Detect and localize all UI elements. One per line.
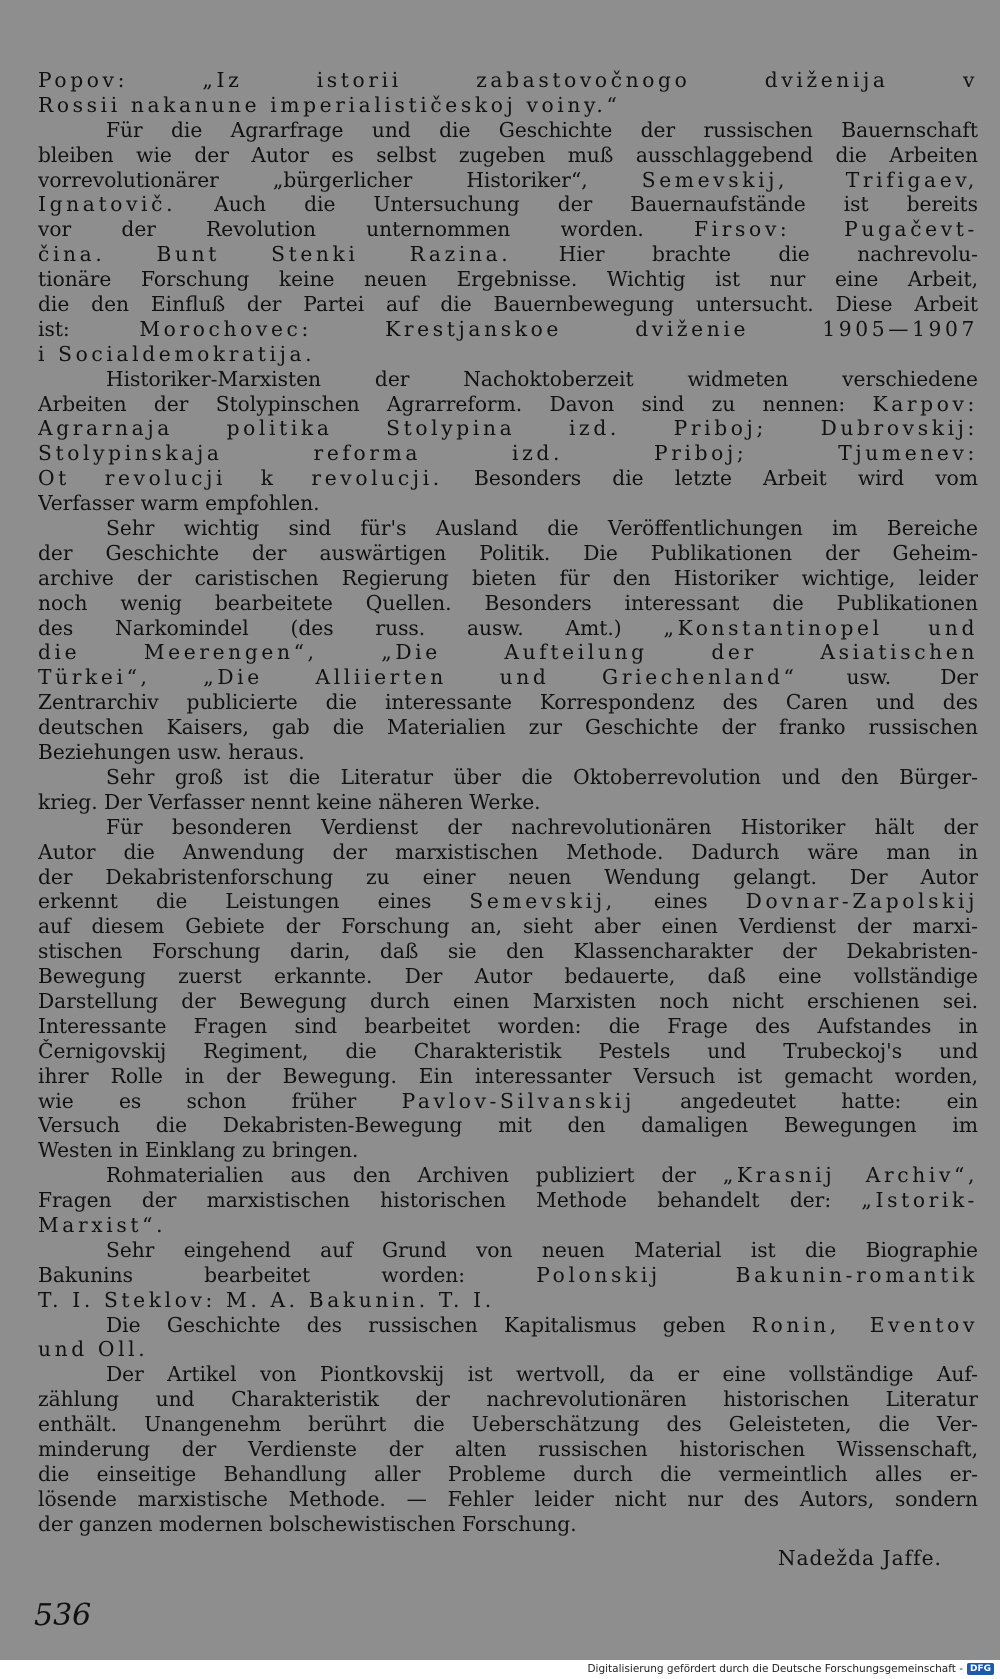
line-segment: tionäre Forschung keine neuen Ergebnisse. Wichtig ist nur eine Arbeit, [38,267,978,292]
line-segment: auf diesem Gebiete der Forschung an, sieht aber einen Verdienst der marxi- [38,914,978,939]
page-number: 536 [34,1598,92,1633]
line-segment: Westen in Einklang zu bringen. [38,1138,359,1163]
line-segment: erkennt die Leistungen eines [38,889,470,914]
text-line [38,1362,978,1387]
spaced-citation: „Istorik- [861,1188,978,1213]
text-line [38,790,978,815]
text-line [38,1238,978,1263]
line-segment: die den Einfluß der Partei auf die Bauernbewegung untersucht. Diese Arbeit [38,292,978,317]
line-segment: Hier brachte die nachrevolu- [511,242,978,267]
text-line [38,865,978,890]
line-segment: Für besonderen Verdienst der nachrevolutionären Historiker hält der [106,814,978,839]
spaced-citation: die Meerengen“, „Die Aufteilung der Asiatischen [38,640,978,665]
line-segment: vorrevolutionärer „bürgerlicher Historiker“, [38,167,642,192]
spaced-citation: Türkei“, „Die Alliierten und Griechenland“ [38,665,798,690]
text-line [38,665,978,690]
line-segment: Sehr groß ist die Literatur über die Oktoberrevolution und den Bürger- [106,764,978,789]
text-line [38,1213,978,1238]
text-line [38,1163,978,1188]
line-segment: stischen Forschung darin, daß sie den Klassencharakter der Dekabristen- [38,939,978,964]
text-line [38,441,978,466]
text-line [38,267,978,292]
line-segment: der Dekabristenforschung zu einer neuen Wendung gelangt. Der Autor [38,864,978,889]
article-text [38,68,978,1537]
text-line [38,591,978,616]
text-line [38,690,978,715]
text-line [38,815,978,840]
dfg-logo: DFG [967,1663,994,1675]
text-line [38,1337,978,1362]
line-segment: Beziehungen usw. heraus. [38,740,305,765]
line-segment: Versuch die Dekabristen-Bewegung mit den damaligen Bewegungen im [38,1113,978,1138]
line-segment: der Geschichte der auswärtigen Politik. Die Publikationen der Geheim- [38,540,978,565]
spaced-citation: Ignatovič. [38,192,177,217]
text-line [38,1138,978,1163]
text-line [38,740,978,765]
text-line [38,1188,978,1213]
text-line [38,889,978,914]
line-segment: Für die Agrarfrage und die Geschichte der russischen Bauernschaft [106,117,978,142]
spaced-citation: Semevskij, Trifigaev, [641,167,978,192]
line-segment: Verfasser warm empfohlen. [38,491,320,516]
text-line [38,1512,978,1537]
spaced-citation: Pavlov-Silvanskij [401,1088,635,1113]
text-line [38,715,978,740]
text-line [38,367,978,392]
line-segment: die einseitige Behandlung aller Probleme durch die vermeintlich alles er- [38,1461,978,1486]
text-line [38,840,978,865]
spaced-citation: Firsov: Pugačevt- [694,217,978,242]
text-line [38,1437,978,1462]
spaced-citation: Agrarnaja politika Stolypina izd. Priboj; Dubrovskij: [38,416,978,441]
text-line [38,1387,978,1412]
text-line [38,217,978,242]
spaced-citation: Marxist“. [38,1212,167,1237]
text-line [38,118,978,143]
line-segment: der ganzen modernen bolschewistischen Forschung. [38,1511,577,1536]
text-line [38,416,978,441]
text-line [38,616,978,641]
spaced-citation: und Oll. [38,1337,149,1362]
footer-credit-text: Digitalisierung gefördert durch die Deutsche Forschungsgemeinschaft - [587,1662,963,1675]
text-line [38,516,978,541]
spaced-citation: Morochovec: Krestjanskoe dviženie 1905—1907 [139,316,978,341]
line-segment: noch wenig bearbeitete Quellen. Besonders interessant die Publikationen [38,590,978,615]
author-signature: Nadežda Jaffe. [777,1546,942,1570]
line-segment: Darstellung der Bewegung durch einen Marxisten noch nicht erschienen sei. [38,988,978,1013]
spaced-citation: Ot revolucji k revolucji. [38,466,443,491]
line-segment: ist: [38,316,140,341]
text-line [38,1089,978,1114]
text-line [38,1113,978,1138]
line-segment: Zentrarchiv publicierte die interessante Korrespondenz des Caren und des [38,690,978,715]
spaced-citation: Ronin, Eventov [751,1312,978,1337]
text-line [38,1263,978,1288]
text-line [38,317,978,342]
spaced-citation: Dovnar-Zapolskij [745,889,978,914]
text-line [38,168,978,193]
line-segment: Sehr wichtig sind für's Ausland die Veröffentlichungen im Bereiche [106,516,978,541]
line-segment: Sehr eingehend auf Grund von neuen Material ist die Biographie [106,1237,978,1262]
spaced-citation: „Konstantinopel und [663,615,978,640]
text-line [38,765,978,790]
text-line [38,1487,978,1512]
text-line [38,292,978,317]
line-segment: zählung und Charakteristik der nachrevolutionären historischen Literatur [38,1387,978,1412]
text-line [38,640,978,665]
line-segment: angedeutet hatte: ein [634,1088,978,1113]
line-segment: krieg. Der Verfasser nennt keine näheren Werke. [38,789,541,814]
spaced-citation: Polonskij Bakunin-romantik [536,1262,978,1287]
text-line [38,93,978,118]
text-line [38,1412,978,1437]
text-line [38,342,978,367]
text-line [38,939,978,964]
spaced-citation: čina. Bunt Stenki Razina. [38,242,512,267]
line-segment: Besonders die letzte Arbeit wird vom [442,466,978,491]
text-line [38,566,978,591]
line-segment: wie es schon früher [38,1088,402,1113]
spaced-citation: Rossii nakanune imperialističeskoj voiny.“ [38,92,621,117]
line-segment: Autor die Anwendung der marxistischen Methode. Dadurch wäre man in [38,839,978,864]
spaced-citation: T. I. Steklov: M. A. Bakunin. T. I. [38,1287,495,1312]
text-line [38,242,978,267]
line-segment: Historiker-Marxisten der Nachoktoberzeit widmeten verschiedene [106,366,978,391]
text-line [38,466,978,491]
digitization-footer [587,1660,994,1677]
line-segment: Der Artikel von Piontkovskij ist wertvoll, da er eine vollständige Auf- [106,1362,978,1387]
text-line [38,1313,978,1338]
line-segment: Die Geschichte des russischen Kapitalismus geben [106,1312,752,1337]
line-segment: Rohmaterialien aus den Archiven publiziert der [106,1163,723,1188]
text-line [38,1288,978,1313]
line-segment: archive der caristischen Regierung bieten für den Historiker wichtige, leider [38,565,978,590]
line-segment: Interessante Fragen sind bearbeitet worden: die Frage des Aufstandes in [38,1013,978,1038]
text-line [38,541,978,566]
text-line [38,392,978,417]
spaced-citation: i Socialdemokratija. [38,341,316,366]
line-segment: Bakunins bearbeitet worden: [38,1262,537,1287]
spaced-citation: „Krasnij Archiv“, [722,1163,978,1188]
line-segment: minderung der Verdienste der alten russischen historischen Wissenschaft, [38,1436,978,1461]
line-segment: Černigovskij Regiment, die Charakteristik Pestels und Trubeckoj's und [38,1038,978,1063]
text-line [38,989,978,1014]
text-line [38,1064,978,1089]
line-segment: usw. Der [797,665,978,690]
line-segment: vor der Revolution unternommen worden. [38,217,695,242]
spaced-citation: Popov: „Iz istorii zabastovočnogo dviženija v [38,68,978,92]
line-segment: ihrer Rolle in der Bewegung. Ein interessanter Versuch ist gemacht worden, [38,1063,978,1088]
text-line [38,1039,978,1064]
spaced-citation: Stolypinskaja reforma izd. Priboj; Tjumenev: [38,441,978,466]
line-segment: enthält. Unangenehm berührt die Ueberschätzung des Geleisteten, die Ver- [38,1412,978,1437]
spaced-citation: Karpov: [872,391,978,416]
line-segment: des Narkomindel (des russ. ausw. Amt.) [38,615,664,640]
text-line [38,964,978,989]
text-line [38,68,978,93]
text-line [38,192,978,217]
line-segment: Fragen der marxistischen historischen Methode behandelt der: [38,1188,862,1213]
text-line [38,1014,978,1039]
line-segment: lösende marxistische Methode. — Fehler leider nicht nur des Autors, sondern [38,1486,978,1511]
line-segment: bleiben wie der Autor es selbst zugeben muß ausschlaggebend die Arbeiten [38,142,978,167]
text-line [38,491,978,516]
line-segment: eines [615,889,746,914]
line-segment: Auch die Untersuchung der Bauernaufstände ist bereits [176,192,978,217]
text-line [38,1462,978,1487]
text-line [38,143,978,168]
line-segment: Bewegung zuerst erkannte. Der Autor bedauerte, daß eine vollständige [38,964,978,989]
line-segment: deutschen Kaisers, gab die Materialien zur Geschichte der franko russischen [38,715,978,740]
spaced-citation: Semevskij, [469,889,616,914]
text-line [38,914,978,939]
line-segment: Arbeiten der Stolypinschen Agrarreform. Davon sind zu nennen: [38,391,873,416]
